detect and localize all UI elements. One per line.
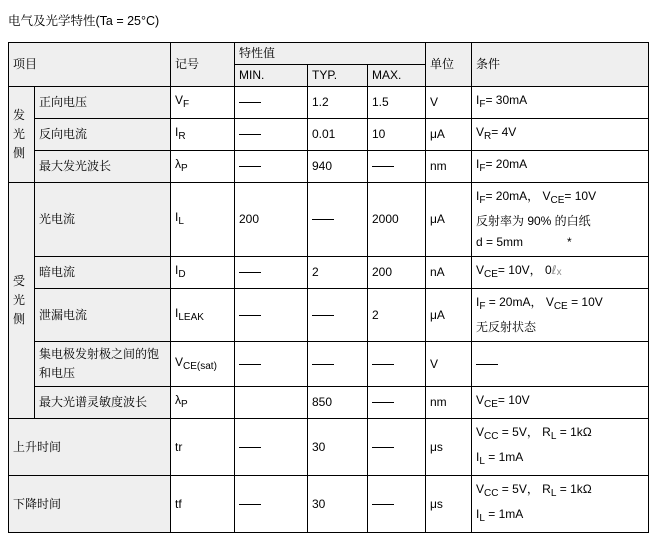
min-cell: 200 bbox=[235, 183, 308, 257]
text-segment: = 1mA bbox=[484, 450, 524, 464]
dash-placeholder bbox=[239, 364, 261, 365]
group-cell: 受光侧 bbox=[9, 183, 35, 419]
text-segment: V bbox=[476, 425, 485, 439]
dash-placeholder bbox=[372, 447, 394, 448]
header-row-1 bbox=[9, 43, 649, 65]
table-row bbox=[9, 289, 649, 342]
dash-placeholder bbox=[372, 402, 394, 403]
min-cell bbox=[235, 87, 308, 119]
min-cell bbox=[235, 342, 308, 387]
item-cell: 正向电压 bbox=[35, 87, 171, 119]
unit-cell: V bbox=[426, 87, 472, 119]
condition-line bbox=[476, 422, 644, 447]
unit-cell: nA bbox=[426, 257, 472, 289]
condition-line bbox=[476, 292, 644, 317]
text-segment: CE bbox=[550, 195, 565, 206]
symbol-cell bbox=[171, 151, 235, 183]
text-segment: = 10V bbox=[497, 393, 530, 407]
typ-cell bbox=[308, 183, 368, 257]
symbol-cell bbox=[171, 289, 235, 342]
max-cell: 2 bbox=[368, 289, 426, 342]
text-segment: = 10V bbox=[567, 295, 603, 309]
condition-line bbox=[476, 260, 644, 285]
table-row bbox=[9, 387, 649, 419]
text-segment: D bbox=[178, 269, 186, 280]
text-segment: 无反射状态 bbox=[476, 320, 537, 334]
max-cell bbox=[368, 342, 426, 387]
text-segment: λ bbox=[175, 393, 181, 407]
col-header-unit: 单位 bbox=[426, 43, 472, 87]
text-segment: ℓ bbox=[551, 263, 557, 277]
text-segment: = 1kΩ bbox=[556, 482, 592, 496]
typ-cell: 1.2 bbox=[308, 87, 368, 119]
dash-placeholder bbox=[372, 364, 394, 365]
text-segment: = 1mA bbox=[484, 507, 524, 521]
unit-cell: nm bbox=[426, 151, 472, 183]
text-segment: 反射率为 90% 的白纸 bbox=[476, 214, 591, 228]
dash-placeholder bbox=[372, 166, 394, 167]
text-segment: V bbox=[545, 295, 554, 309]
condition-cell bbox=[472, 257, 649, 289]
text-segment: I bbox=[175, 263, 179, 277]
typ-cell: 30 bbox=[308, 476, 368, 533]
text-segment: P bbox=[181, 163, 188, 174]
unit-cell: μA bbox=[426, 183, 472, 257]
min-cell bbox=[235, 119, 308, 151]
text-segment: * bbox=[567, 235, 572, 249]
col-header-typ: TYP. bbox=[308, 65, 368, 87]
table-row bbox=[9, 419, 649, 476]
text-segment: d = 5mm bbox=[476, 235, 524, 249]
condition-line bbox=[476, 186, 644, 211]
typ-cell bbox=[308, 342, 368, 387]
item-cell: 光电流 bbox=[35, 183, 171, 257]
symbol-cell bbox=[171, 87, 235, 119]
text-segment: I bbox=[175, 305, 179, 320]
symbol-cell bbox=[171, 387, 235, 419]
text-segment: CE bbox=[484, 399, 498, 410]
condition-line bbox=[476, 232, 644, 253]
typ-cell: 2 bbox=[308, 257, 368, 289]
symbol-cell bbox=[171, 119, 235, 151]
max-cell bbox=[368, 151, 426, 183]
text-segment: = 10V， bbox=[497, 263, 545, 277]
text-segment: V bbox=[542, 189, 551, 203]
text-segment: CE bbox=[484, 269, 498, 280]
symbol-cell bbox=[171, 257, 235, 289]
symbol-cell bbox=[171, 476, 235, 533]
col-header-min: MIN. bbox=[235, 65, 308, 87]
min-cell bbox=[235, 289, 308, 342]
group-cell: 发光侧 bbox=[9, 87, 35, 183]
text-segment: V bbox=[476, 263, 485, 277]
text-segment: LEAK bbox=[178, 311, 204, 323]
text-segment: I bbox=[476, 450, 480, 464]
text-segment: = 30mA bbox=[485, 93, 528, 107]
max-cell: 200 bbox=[368, 257, 426, 289]
text-segment: 0 bbox=[544, 263, 552, 277]
text-segment: CC bbox=[484, 488, 499, 499]
text-segment: V bbox=[175, 354, 184, 369]
text-segment: P bbox=[181, 399, 188, 410]
condition-line bbox=[476, 354, 644, 375]
text-segment: R bbox=[542, 482, 551, 496]
text-segment: R bbox=[484, 131, 492, 142]
text-segment: L bbox=[178, 216, 184, 227]
symbol-cell bbox=[171, 183, 235, 257]
table-row bbox=[9, 183, 649, 257]
text-segment: F bbox=[183, 99, 190, 110]
table-row bbox=[9, 119, 649, 151]
condition-cell bbox=[472, 151, 649, 183]
table-row bbox=[9, 342, 649, 387]
text-segment: V bbox=[476, 482, 485, 496]
text-segment: I bbox=[476, 189, 480, 203]
text-segment: I bbox=[476, 507, 480, 521]
text-segment: I bbox=[175, 125, 179, 139]
condition-line bbox=[476, 504, 644, 529]
text-segment: L bbox=[550, 431, 557, 442]
text-segment: F bbox=[479, 99, 486, 110]
condition-line bbox=[476, 447, 644, 472]
page-title: 电气及光学特性(Ta = 25°C) bbox=[8, 14, 160, 28]
condition-line bbox=[476, 90, 644, 115]
dash-placeholder bbox=[239, 134, 261, 135]
condition-line bbox=[476, 211, 644, 232]
item-cell: 下降时间 bbox=[9, 476, 171, 533]
text-segment: I bbox=[476, 157, 480, 171]
condition-line bbox=[476, 154, 644, 179]
text-segment: = 5V， bbox=[498, 482, 543, 496]
condition-line bbox=[476, 317, 644, 338]
text-segment: V bbox=[476, 393, 485, 407]
dash-placeholder bbox=[312, 315, 334, 316]
item-cell: 最大光谱灵敏度波长 bbox=[35, 387, 171, 419]
unit-cell: V bbox=[426, 342, 472, 387]
item-cell: 最大发光波长 bbox=[35, 151, 171, 183]
item-cell: 集电极发射极之间的饱和电压 bbox=[35, 342, 171, 387]
table-row bbox=[9, 257, 649, 289]
text-segment: = 20mA， bbox=[485, 189, 543, 203]
item-cell: 泄漏电流 bbox=[35, 289, 171, 342]
text-segment: F bbox=[479, 195, 486, 206]
dash-placeholder bbox=[239, 166, 261, 167]
condition-cell bbox=[472, 183, 649, 257]
condition-line bbox=[476, 122, 644, 147]
text-segment: = 20mA， bbox=[485, 295, 546, 309]
text-segment: = 10V bbox=[564, 189, 597, 203]
unit-cell: μA bbox=[426, 119, 472, 151]
text-segment: I bbox=[175, 210, 179, 224]
dash-placeholder bbox=[239, 272, 261, 273]
unit-cell: μA bbox=[426, 289, 472, 342]
text-segment: = 5V， bbox=[498, 425, 543, 439]
text-segment: = 4V bbox=[491, 125, 517, 139]
text-segment: R bbox=[178, 131, 186, 142]
text-segment: tf bbox=[175, 496, 182, 511]
condition-cell bbox=[472, 119, 649, 151]
text-segment: V bbox=[175, 93, 184, 107]
typ-cell bbox=[308, 289, 368, 342]
table-row bbox=[9, 151, 649, 183]
dash-placeholder bbox=[239, 315, 261, 316]
text-segment: V bbox=[476, 125, 485, 139]
typ-cell: 850 bbox=[308, 387, 368, 419]
text-segment: CC bbox=[484, 431, 499, 442]
dash-placeholder bbox=[239, 504, 261, 505]
unit-cell: nm bbox=[426, 387, 472, 419]
dash-placeholder bbox=[372, 504, 394, 505]
condition-cell bbox=[472, 419, 649, 476]
text-segment: tr bbox=[175, 439, 183, 454]
condition-line bbox=[476, 479, 644, 504]
text-segment: L bbox=[550, 488, 557, 499]
text-segment: CE(sat) bbox=[183, 360, 217, 372]
text-segment: R bbox=[542, 425, 551, 439]
typ-cell: 0.01 bbox=[308, 119, 368, 151]
condition-line bbox=[476, 390, 644, 415]
dash-placeholder bbox=[239, 447, 261, 448]
dash-placeholder bbox=[476, 364, 498, 365]
text-segment: = 20mA bbox=[485, 157, 528, 171]
table-row bbox=[9, 476, 649, 533]
text-segment: F bbox=[479, 163, 486, 174]
text-segment: λ bbox=[175, 157, 181, 171]
text-segment: F bbox=[479, 301, 486, 312]
min-cell bbox=[235, 257, 308, 289]
symbol-cell bbox=[171, 342, 235, 387]
text-segment: CE bbox=[553, 301, 568, 312]
col-header-condition: 条件 bbox=[472, 43, 649, 87]
condition-cell bbox=[472, 476, 649, 533]
condition-cell bbox=[472, 342, 649, 387]
col-header-max: MAX. bbox=[368, 65, 426, 87]
min-cell bbox=[235, 151, 308, 183]
item-cell: 上升时间 bbox=[9, 419, 171, 476]
unit-cell: μs bbox=[426, 419, 472, 476]
col-header-value-group: 特性值 bbox=[235, 43, 426, 65]
text-segment: L bbox=[479, 513, 485, 524]
text-segment: x bbox=[556, 267, 562, 278]
max-cell: 1.5 bbox=[368, 87, 426, 119]
col-header-symbol: 记号 bbox=[171, 43, 235, 87]
condition-cell bbox=[472, 87, 649, 119]
unit-cell: μs bbox=[426, 476, 472, 533]
typ-cell: 30 bbox=[308, 419, 368, 476]
text-segment: I bbox=[476, 93, 480, 107]
symbol-cell bbox=[171, 419, 235, 476]
dash-placeholder bbox=[239, 102, 261, 103]
max-cell: 10 bbox=[368, 119, 426, 151]
max-cell bbox=[368, 476, 426, 533]
dash-placeholder bbox=[312, 364, 334, 365]
max-cell bbox=[368, 387, 426, 419]
min-cell bbox=[235, 419, 308, 476]
condition-cell bbox=[472, 387, 649, 419]
characteristics-table bbox=[8, 42, 649, 533]
text-segment: = 1kΩ bbox=[556, 425, 592, 439]
min-cell bbox=[235, 476, 308, 533]
text-segment: L bbox=[479, 456, 485, 467]
item-cell: 暗电流 bbox=[35, 257, 171, 289]
condition-cell bbox=[472, 289, 649, 342]
typ-cell: 940 bbox=[308, 151, 368, 183]
max-cell bbox=[368, 419, 426, 476]
min-cell bbox=[235, 387, 308, 419]
max-cell: 2000 bbox=[368, 183, 426, 257]
dash-placeholder bbox=[312, 219, 334, 220]
col-header-item: 项目 bbox=[9, 43, 171, 87]
item-cell: 反向电流 bbox=[35, 119, 171, 151]
table-row bbox=[9, 87, 649, 119]
text-segment: I bbox=[476, 295, 480, 309]
